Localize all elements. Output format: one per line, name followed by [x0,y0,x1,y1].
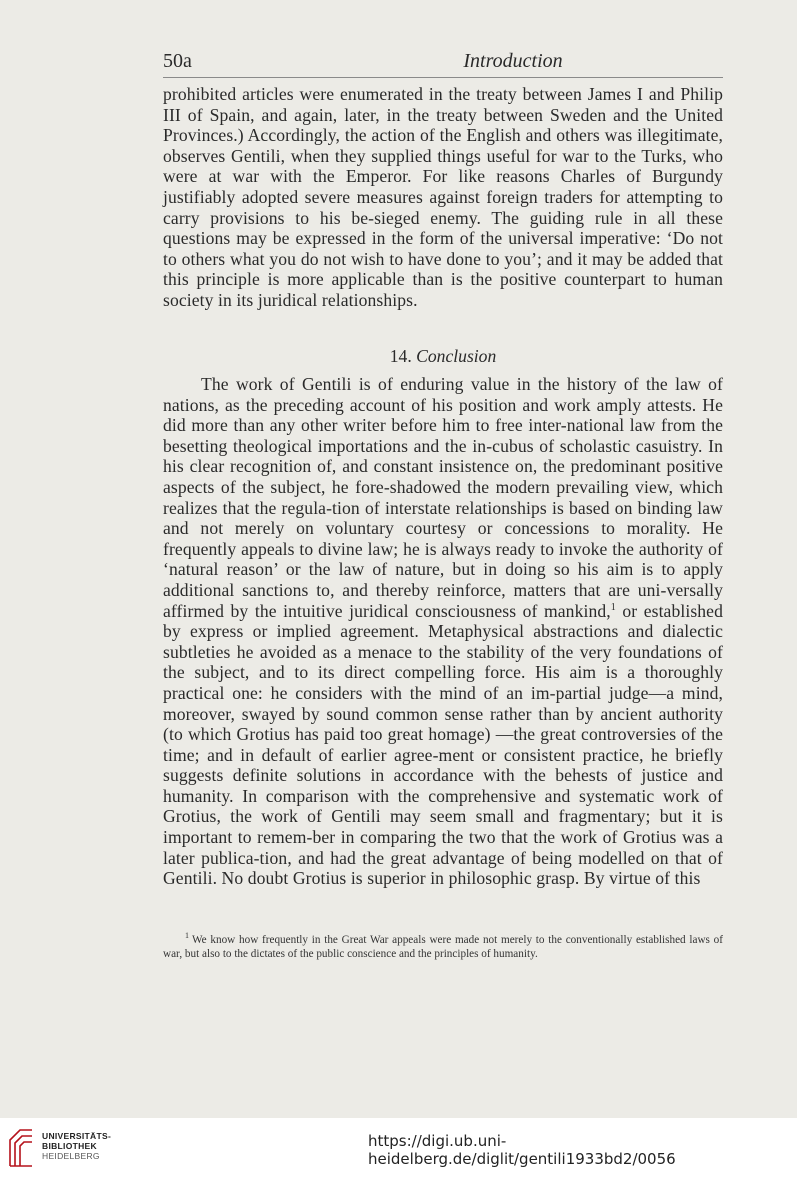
running-title: Introduction [463,50,563,72]
library-name [42,1131,111,1161]
permalink-url[interactable]: https://digi.ub.uni-heidelberg.de/diglit/gentili1933bd2/0056 [368,1132,676,1168]
section-heading [163,346,723,367]
footnote [163,931,723,961]
body-text-top [163,84,723,311]
library-name-line: BIBLIOTHEK [42,1141,97,1151]
paragraph: prohibited articles were enumerated in the treaty between James I and Philip III of Spain, and again, later, in the treaty between Sweden and the United Provinces.) Accordingly, the action of the English and others was illegitimate, observes Gentili, when they supplied things useful for war to the Turks, who were at war with the Emperor. For like reasons Charles of Burgundy justifiably adopted severe measures against foreign traders for attempting to carry provisions to his be-sieged enemy. The guiding rule in all these questions may be expressed in the form of the universal imperative: ‘Do not to others what you do not wish to have done to you’; and it may be added that this principle is more applicable than is the positive counterpart to human society in its juridical relationships. [163,84,723,310]
footnote-reference[interactable]: 1 [610,601,616,613]
paragraph-part: or established by express or implied agreement. Metaphysical abstractions and dialectic subtleties he avoided as a menace to the stability of the very foundations of the subject, and to its direct compelling force. His aim is a thoroughly practical one: he considers with the mind of an im-partial judge—a mind, moreover, swayed by sound common sense rather than by ancient authority (to which Grotius has paid too great homage) —the great controversies of the time; and in default of earlier agree-ment or consistent practice, he briefly suggests definite solutions in accordance with the behests of justice and humanity. In comparison with the comprehensive and systematic work of Grotius, the work of Gentili may seem small and fragmentary; but it is important to remem-ber in comparing the two that the work of Grotius was a later publica-tion, and had the great advantage of being modelled on that of Gentili. No doubt Grotius is superior in philosophic grasp. By virtue of this [163,600,723,889]
library-name-line: UNIVERSITÄTS- [42,1131,112,1141]
footnote-text: We know how frequently in the Great War appeals were made not merely to the conventionally established laws of war, but also to the dictates of the public conscience and the principles of humanity. [163,934,723,960]
section-title: Conclusion [416,346,497,366]
header-rule [163,77,723,78]
page-number: 50a [163,50,192,72]
footnote-mark: 1 [185,931,189,941]
library-logo-icon[interactable] [6,1126,36,1170]
section-number: 14. [389,346,412,366]
paragraph [163,374,723,889]
body-text-conclusion [163,374,723,889]
library-name-line: HEIDELBERG [42,1151,100,1161]
page-header [163,50,723,76]
paragraph-part: The work of Gentili is of enduring value in the history of the law of nations, as the preceding account of his position and work amply attests. He did more than any other writer before him to free inter-national law from the besetting theological importations and the in-cubus of scholastic casuistry. In his clear recognition of, and constant insistence on, the predominant positive aspects of the subject, he fore-shadowed the modern prevailing view, which realizes that the regula-tion of interstate relationships is based on binding law and not merely on voluntary courtesy or concessions to morality. He frequently appeals to divine law; he is always ready to invoke the authority of ‘natural reason’ or the law of nature, but in doing so his aim is to apply additional sanctions to, and thereby reinforce, matters that are uni-versally affirmed by the intuitive juridical consciousness of mankind, [163,374,723,621]
